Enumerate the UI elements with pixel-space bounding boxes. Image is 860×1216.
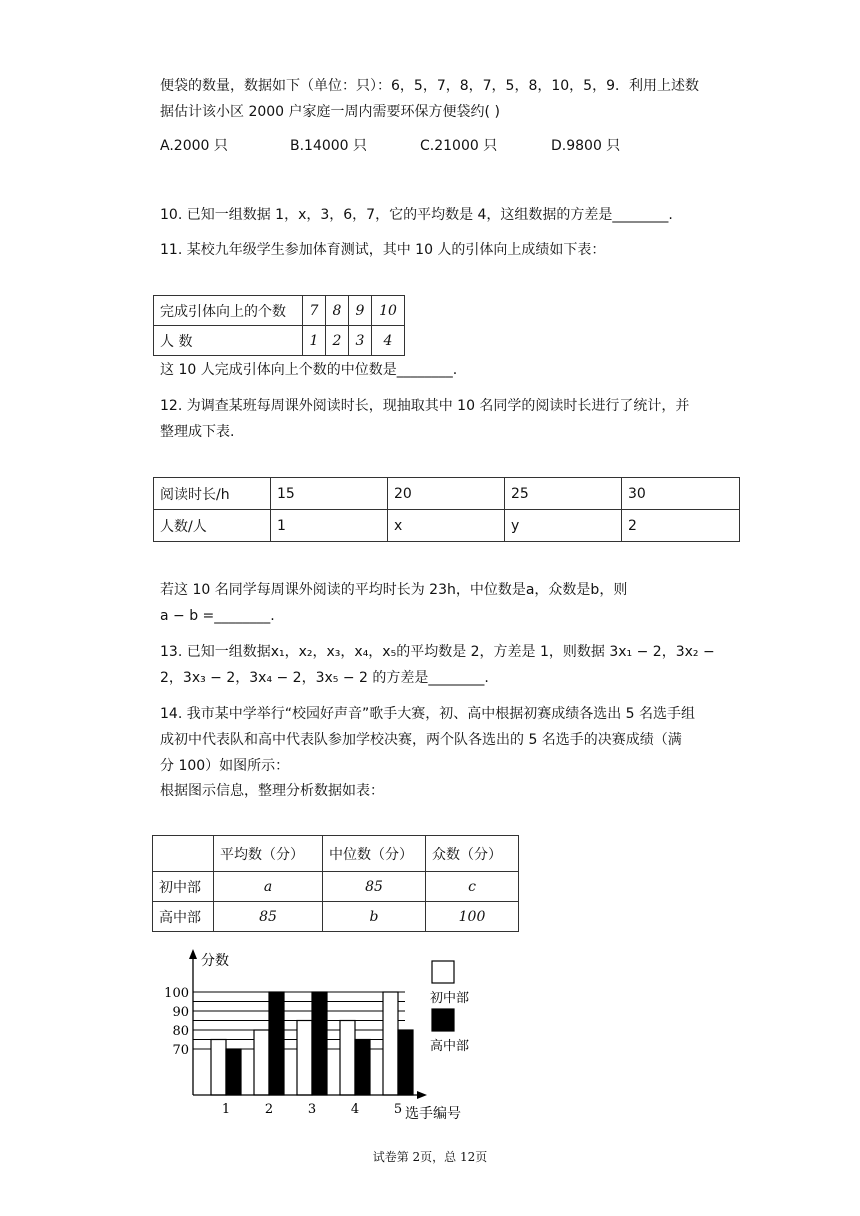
y-tick-label: 70 [172, 1043, 189, 1058]
q14-cell: 85 [214, 902, 323, 932]
q12-line1: 12. 为调查某班每周课外阅读时长，现抽取其中 10 名同学的阅读时长进行了统计，并 [160, 398, 690, 414]
q11-cell: 1 [303, 326, 326, 356]
q11-cell: 8 [326, 296, 349, 326]
bar-senior-5 [398, 1030, 413, 1095]
q12-line2: 整理成下表. [160, 424, 235, 440]
q11-cell: 10 [372, 296, 405, 326]
q12-row1-label: 阅读时长/h [154, 478, 271, 510]
q14-cell: b [323, 902, 426, 932]
y-tick-label: 100 [164, 986, 189, 1001]
q11-after: 这 10 人完成引体向上个数的中位数是________. [160, 362, 458, 378]
q12-cell: 25 [505, 478, 622, 510]
bar-junior-3 [297, 1021, 312, 1096]
q14-cell: 100 [426, 902, 519, 932]
q14-cell: 85 [323, 872, 426, 902]
q9-option-c[interactable]: C.21000 只 [420, 138, 498, 154]
q11-cell: 4 [372, 326, 405, 356]
x-axis-arrow [417, 1091, 427, 1099]
x-tick-label: 4 [350, 1102, 360, 1117]
q11-cell: 9 [349, 296, 372, 326]
legend-swatch-senior [432, 1009, 454, 1031]
q14-header: 众数（分） [426, 836, 519, 872]
q14-header-blank [153, 836, 214, 872]
x-tick-label: 5 [393, 1102, 403, 1117]
page-footer: 试卷第 2页，总 12页 [372, 1150, 488, 1164]
q14-row-label: 初中部 [153, 872, 214, 902]
x-axis-label: 选手编号 [405, 1106, 461, 1122]
q14-line1: 14. 我市某中学举行“校园好声音”歌手大赛，初、高中根据初赛成绩各选出 5 名选手组 [160, 706, 696, 722]
q14-header: 中位数（分） [323, 836, 426, 872]
y-axis-arrow [189, 949, 197, 959]
q11-table [153, 295, 405, 356]
legend-label-senior: 高中部 [430, 1039, 470, 1054]
q11-cell: 7 [303, 296, 326, 326]
q14-line4: 根据图示信息，整理分析数据如表： [160, 783, 384, 799]
bar-junior-1 [211, 1040, 226, 1096]
q13-line1: 13. 已知一组数据x₁，x₂，x₃，x₄，x₅的平均数是 2，方差是 1，则数据 3x₁ − 2，3x₂ − [160, 644, 715, 660]
bar-junior-2 [254, 1030, 269, 1095]
q9-option-d[interactable]: D.9800 只 [551, 138, 621, 154]
q12-after1: 若这 10 名同学每周课外阅读的平均时长为 23h，中位数是a，众数是b，则 [160, 582, 628, 598]
q11-row1-label: 完成引体向上的个数 [154, 296, 303, 326]
q12-cell: 20 [388, 478, 505, 510]
q11-cell: 2 [326, 326, 349, 356]
y-tick-label: 90 [172, 1005, 189, 1020]
bar-junior-5 [383, 992, 398, 1095]
q12-cell: 1 [271, 510, 388, 542]
score-bar-chart [155, 945, 485, 1125]
q14-line3: 分 100）如图所示： [160, 758, 290, 774]
bar-senior-3 [312, 992, 327, 1095]
q12-cell: y [505, 510, 622, 542]
q9-line1: 便袋的数量，数据如下（单位：只）：6，5，7，8，7，5，8，10，5，9．利用上述数 [160, 78, 699, 94]
bar-junior-4 [340, 1021, 355, 1096]
q9-option-a[interactable]: A.2000 只 [160, 138, 228, 154]
q11-text: 11. 某校九年级学生参加体育测试，其中 10 人的引体向上成绩如下表： [160, 242, 606, 258]
x-tick-label: 2 [264, 1102, 274, 1117]
bar-senior-1 [226, 1049, 241, 1095]
q12-cell: 2 [622, 510, 740, 542]
q14-line2: 成初中代表队和高中代表队参加学校决赛，两个队各选出的 5 名选手的决赛成绩（满 [160, 732, 682, 748]
x-tick-label: 3 [307, 1102, 317, 1117]
q12-cell: 30 [622, 478, 740, 510]
bar-senior-4 [355, 1040, 370, 1096]
q11-row2-label: 人 数 [154, 326, 303, 356]
q12-row2-label: 人数/人 [154, 510, 271, 542]
q13-line2: 2，3x₃ − 2，3x₄ − 2，3x₅ − 2 的方差是________. [160, 670, 489, 686]
q11-cell: 3 [349, 326, 372, 356]
legend-swatch-junior [432, 961, 454, 983]
q12-cell: x [388, 510, 505, 542]
y-tick-label: 80 [172, 1024, 189, 1039]
bar-senior-2 [269, 992, 284, 1095]
q14-cell: a [214, 872, 323, 902]
q9-line2: 据估计该小区 2000 户家庭一周内需要环保方便袋约( ) [160, 104, 500, 120]
q14-row-label: 高中部 [153, 902, 214, 932]
q12-cell: 15 [271, 478, 388, 510]
q14-header: 平均数（分） [214, 836, 323, 872]
q9-option-b[interactable]: B.14000 只 [290, 138, 368, 154]
y-axis-label: 分数 [201, 953, 229, 969]
q10-text: 10. 已知一组数据 1，x，3，6，7，它的平均数是 4，这组数据的方差是________. [160, 207, 673, 223]
q12-table [153, 477, 740, 542]
legend-label-junior: 初中部 [430, 991, 470, 1006]
q12-after2: a − b =________. [160, 608, 275, 624]
x-tick-label: 1 [221, 1102, 231, 1117]
q14-cell: c [426, 872, 519, 902]
q14-table [152, 835, 519, 932]
